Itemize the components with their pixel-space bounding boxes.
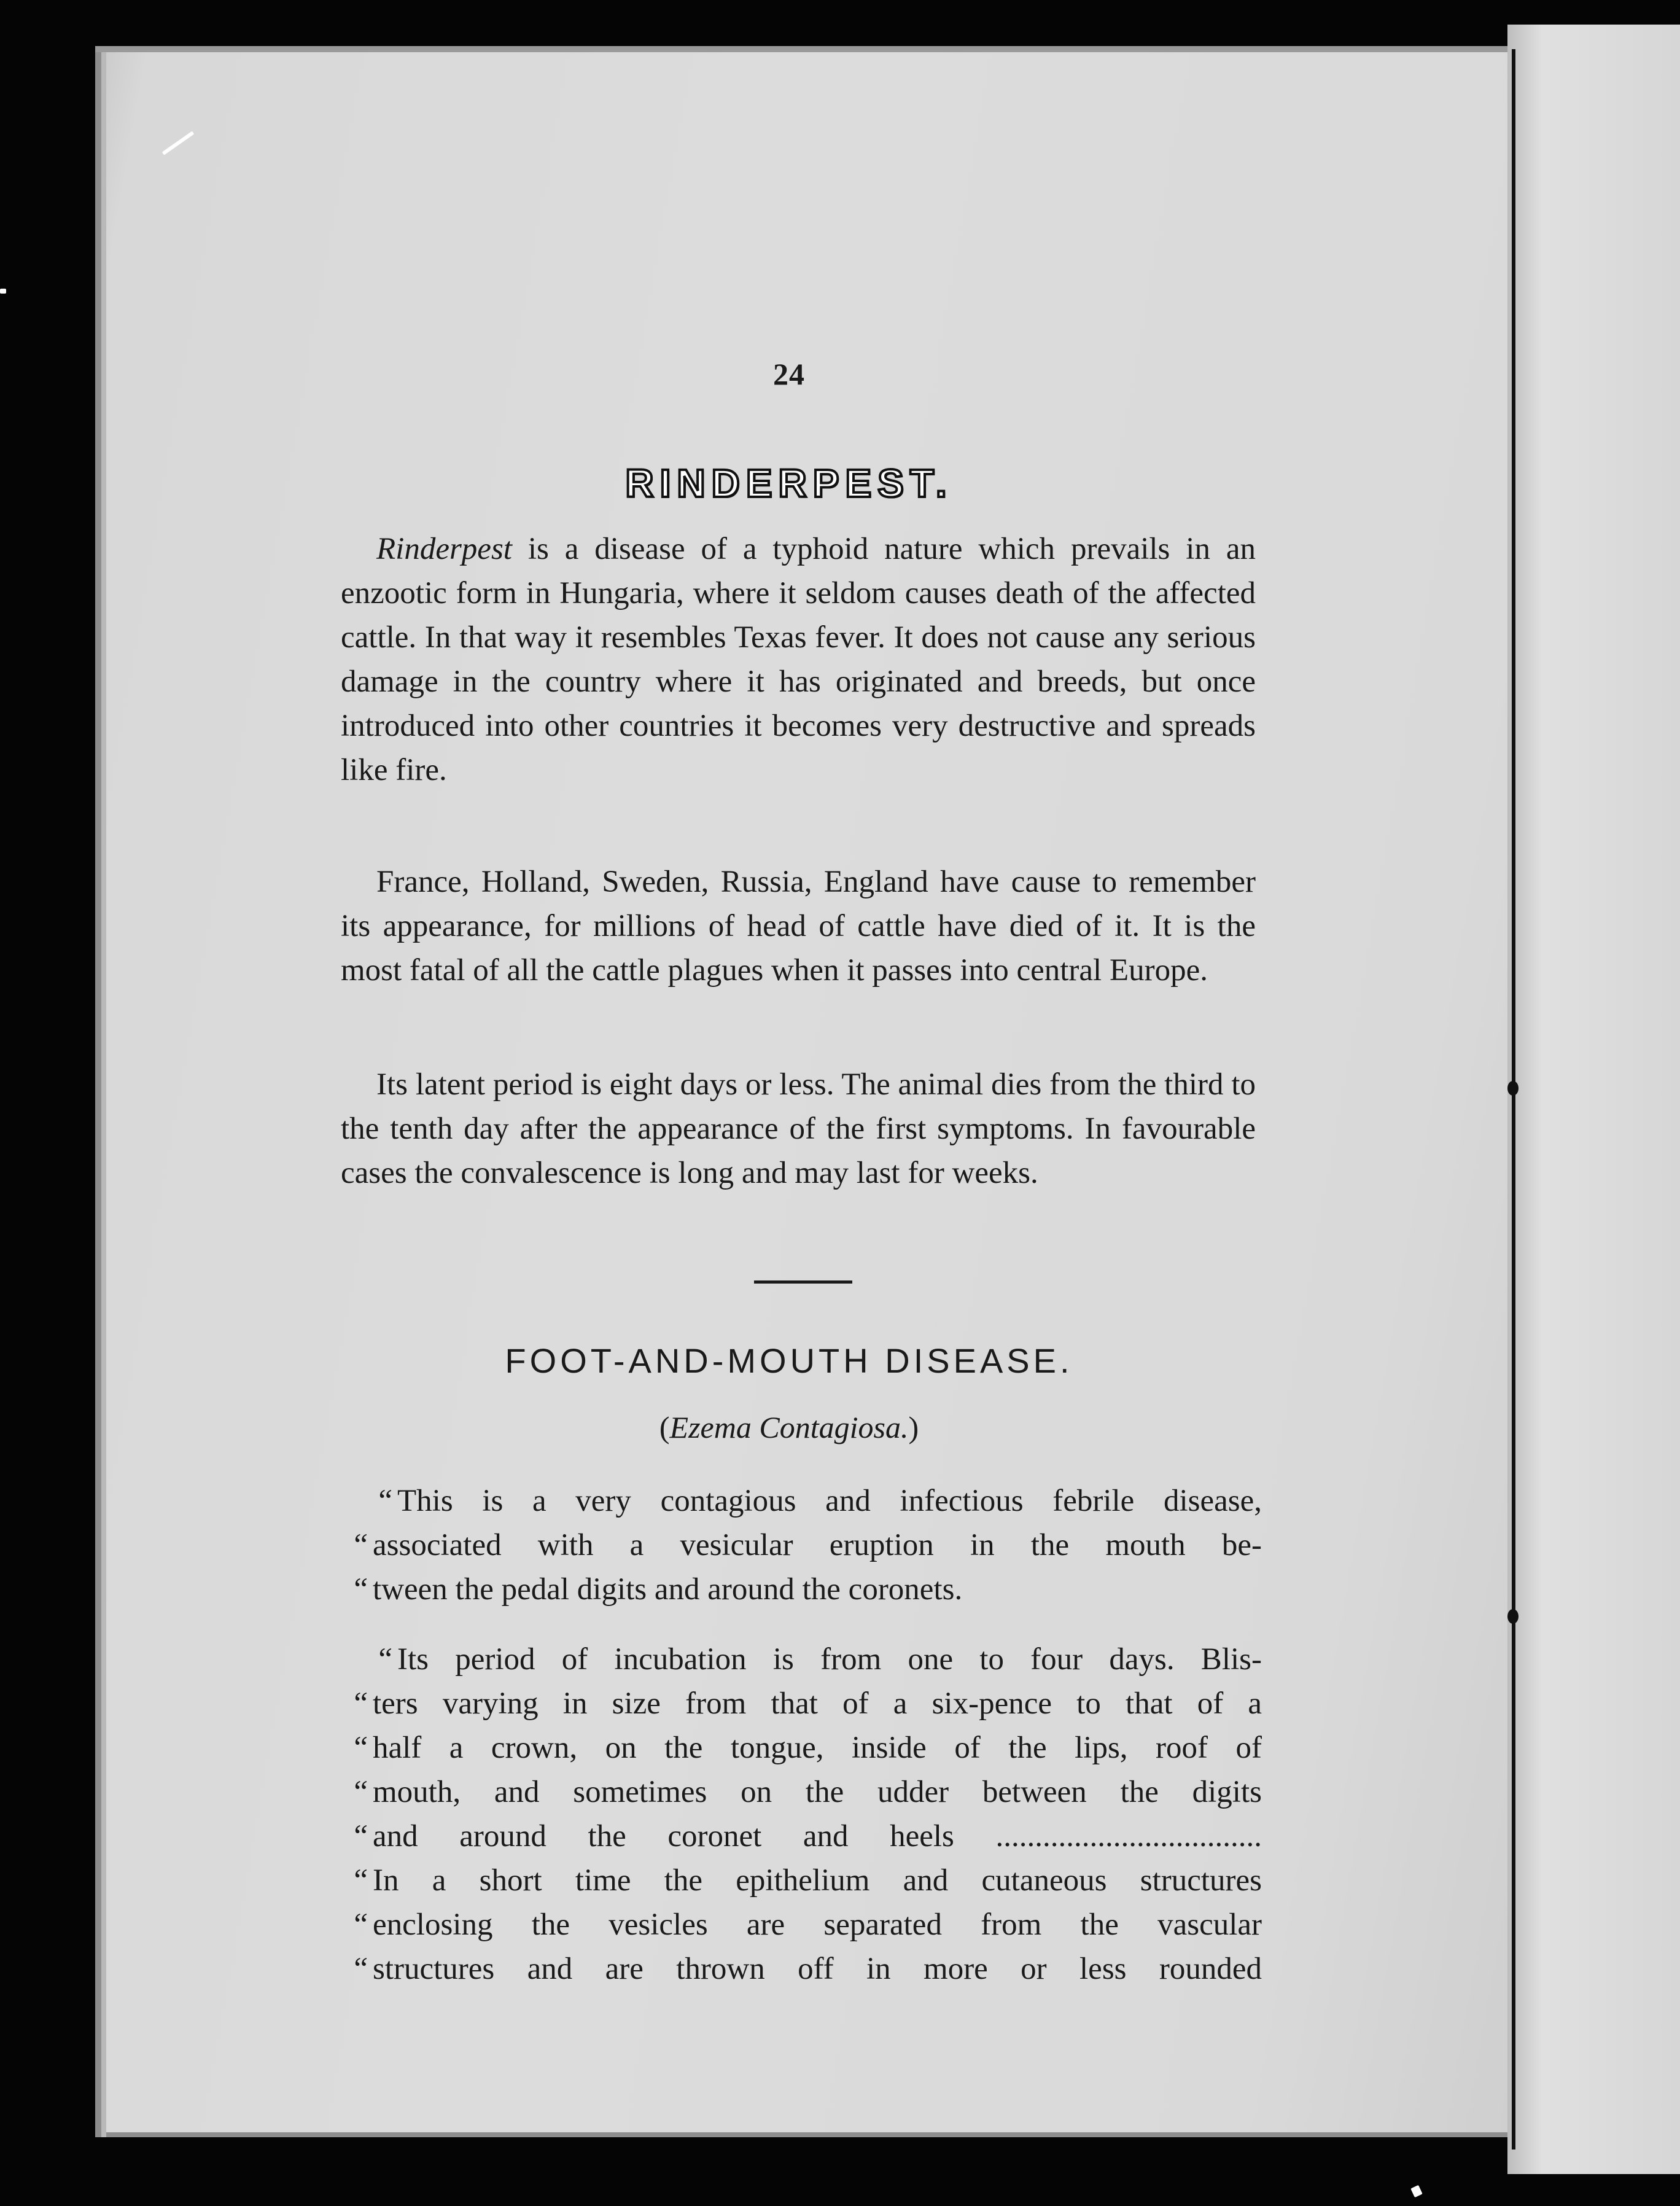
scan-artifact — [0, 289, 6, 294]
latin-name: Ezema Contagiosa. — [669, 1410, 909, 1444]
quote-mark: “ — [354, 1572, 368, 1607]
paragraph-text: France, Holland, Sweden, Russia, England have cause to remember its appearance, for millions of head of cattle have died of it. It is the most fatal of all the cattle plagues when it passes into central Europe. — [341, 865, 1256, 988]
quote-line — [341, 1770, 1262, 1814]
quote-line-text: ters varying in size from that of a six-pence to that of a — [373, 1686, 1262, 1721]
quote-line — [341, 1903, 1262, 1947]
quote-line — [341, 1814, 1262, 1858]
quoted-paragraph-description — [341, 1479, 1262, 1612]
quote-line-text: tween the pedal digits and around the coronets. — [373, 1572, 963, 1607]
quote-mark: “ — [378, 1642, 392, 1677]
quote-line-text: and around the coronet and heels .................................. — [373, 1819, 1262, 1853]
section-heading-rinderpest: RINDERPEST. — [625, 461, 953, 505]
quote-line — [341, 1523, 1262, 1567]
quote-mark: “ — [354, 1528, 368, 1562]
quote-mark: “ — [354, 1863, 368, 1898]
quote-mark: “ — [354, 1952, 368, 1986]
page-top-edge — [95, 46, 1507, 52]
quote-mark: “ — [354, 1819, 368, 1853]
paragraph-rinderpest-intro — [341, 527, 1256, 792]
quote-line-text: enclosing the vesicles are separated from the vascular — [373, 1908, 1262, 1942]
paren-close: ) — [908, 1410, 919, 1444]
paragraph-rinderpest-latency — [341, 1062, 1256, 1195]
quote-line-text: This is a very contagious and infectious febrile disease, — [397, 1484, 1262, 1518]
quote-mark: “ — [378, 1484, 392, 1518]
quote-mark: “ — [354, 1731, 368, 1765]
quote-line-text: mouth, and sometimes on the udder between the digits — [373, 1775, 1262, 1809]
quote-line — [341, 1567, 1262, 1612]
binding-knot — [1507, 1609, 1519, 1624]
binding-knot — [1507, 1081, 1519, 1096]
quote-line-text: structures and are thrown off in more or less rounded — [373, 1952, 1262, 1986]
quote-line — [341, 1479, 1262, 1523]
quote-line-text: half a crown, on the tongue, inside of the lips, roof of — [373, 1731, 1262, 1765]
quote-mark: “ — [354, 1908, 368, 1942]
quote-line — [341, 1858, 1262, 1903]
quote-line — [341, 1947, 1262, 1991]
quote-line-text: Its period of incubation is from one to four days. Blis- — [397, 1642, 1262, 1677]
quoted-paragraph-incubation — [341, 1637, 1262, 1991]
section-divider — [754, 1280, 852, 1284]
paragraph-rinderpest-history — [341, 860, 1256, 992]
page-number: 24 — [773, 357, 805, 391]
paragraph-text: is a disease of a typhoid nature which prevails in an enzootic form in Hungaria, where it seldom causes death of the affected cattle. In that way it resembles Texas fever. It does not cause any serious damage in the country where it has originated and breeds, but once introduced into other countries it becomes very destructive and spreads like fire. — [341, 532, 1256, 787]
paragraph-text: Its latent period is eight days or less. The animal dies from the third to the tenth day after the appearance of the first symptoms. In favourable cases the convalescence is long and may last for weeks. — [341, 1067, 1256, 1190]
quote-line-text: In a short time the epithelium and cutaneous structures — [373, 1863, 1262, 1898]
section-subheading-latin-name — [0, 1409, 1578, 1445]
paren-open: ( — [659, 1410, 670, 1444]
facing-page-edge — [1507, 25, 1680, 2174]
quote-line — [341, 1637, 1262, 1682]
section-heading-foot-and-mouth: FOOT-AND-MOUTH DISEASE. — [505, 1341, 1073, 1380]
quote-mark: “ — [354, 1686, 368, 1721]
term-rinderpest: Rinderpest — [376, 532, 512, 566]
quote-line — [341, 1726, 1262, 1770]
quote-line — [341, 1682, 1262, 1726]
quote-line-text: associated with a vesicular eruption in the mouth be- — [373, 1528, 1262, 1562]
quote-mark: “ — [354, 1775, 368, 1809]
